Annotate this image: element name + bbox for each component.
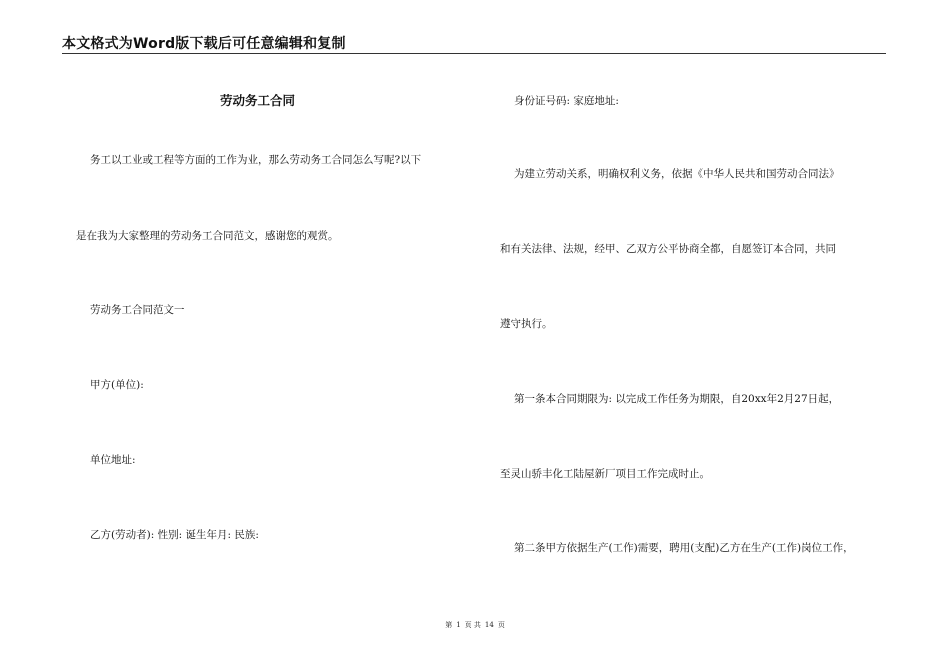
unit-address-label: 单位地址:: [90, 454, 136, 466]
clause-one-line: 第一条本合同期限为: 以完成工作任务为期限，自20xx年2月27日起，: [514, 393, 840, 405]
paragraph-line: 至灵山骄丰化工陆屋新厂项目工作完成时止。: [500, 468, 710, 480]
page-header: [62, 33, 886, 54]
paragraph-line: 为建立劳动关系，明确权利义务，依据《中华人民共和国劳动合同法》: [514, 168, 840, 180]
footer-page-number: 1: [456, 621, 461, 629]
document-title: 劳动务工合同: [220, 93, 296, 108]
footer-middle: 页 共: [464, 621, 481, 629]
clause-two-line: 第二条甲方依据生产(工作)需要，聘用(支配)乙方在生产(工作)岗位工作，: [514, 542, 854, 554]
paragraph-line: 务工以工业或工程等方面的工作为业，那么劳动务工合同怎么写呢?以下: [90, 154, 422, 166]
header-text: 本文格式为Word版下载后可任意编辑和复制: [62, 36, 346, 52]
page-footer: [0, 620, 950, 630]
section-heading: 劳动务工合同范文一: [90, 304, 185, 316]
party-b-label: 乙方(劳动者): 性别: 诞生年月: 民族:: [90, 529, 259, 541]
paragraph-line: 和有关法律、法规，经甲、乙双方公平协商全都，自愿签订本合同，共同: [500, 243, 836, 255]
footer-total-pages: 14: [484, 621, 494, 629]
paragraph-line: 是在我为大家整理的劳动务工合同范文，感谢您的观赏。: [76, 230, 339, 242]
paragraph-line: 遵守执行。: [500, 318, 553, 330]
footer-prefix: 第: [445, 621, 453, 629]
id-address-label: 身份证号码: 家庭地址:: [514, 95, 619, 107]
party-a-label: 甲方(单位):: [90, 379, 144, 391]
footer-suffix: 页: [497, 621, 505, 629]
